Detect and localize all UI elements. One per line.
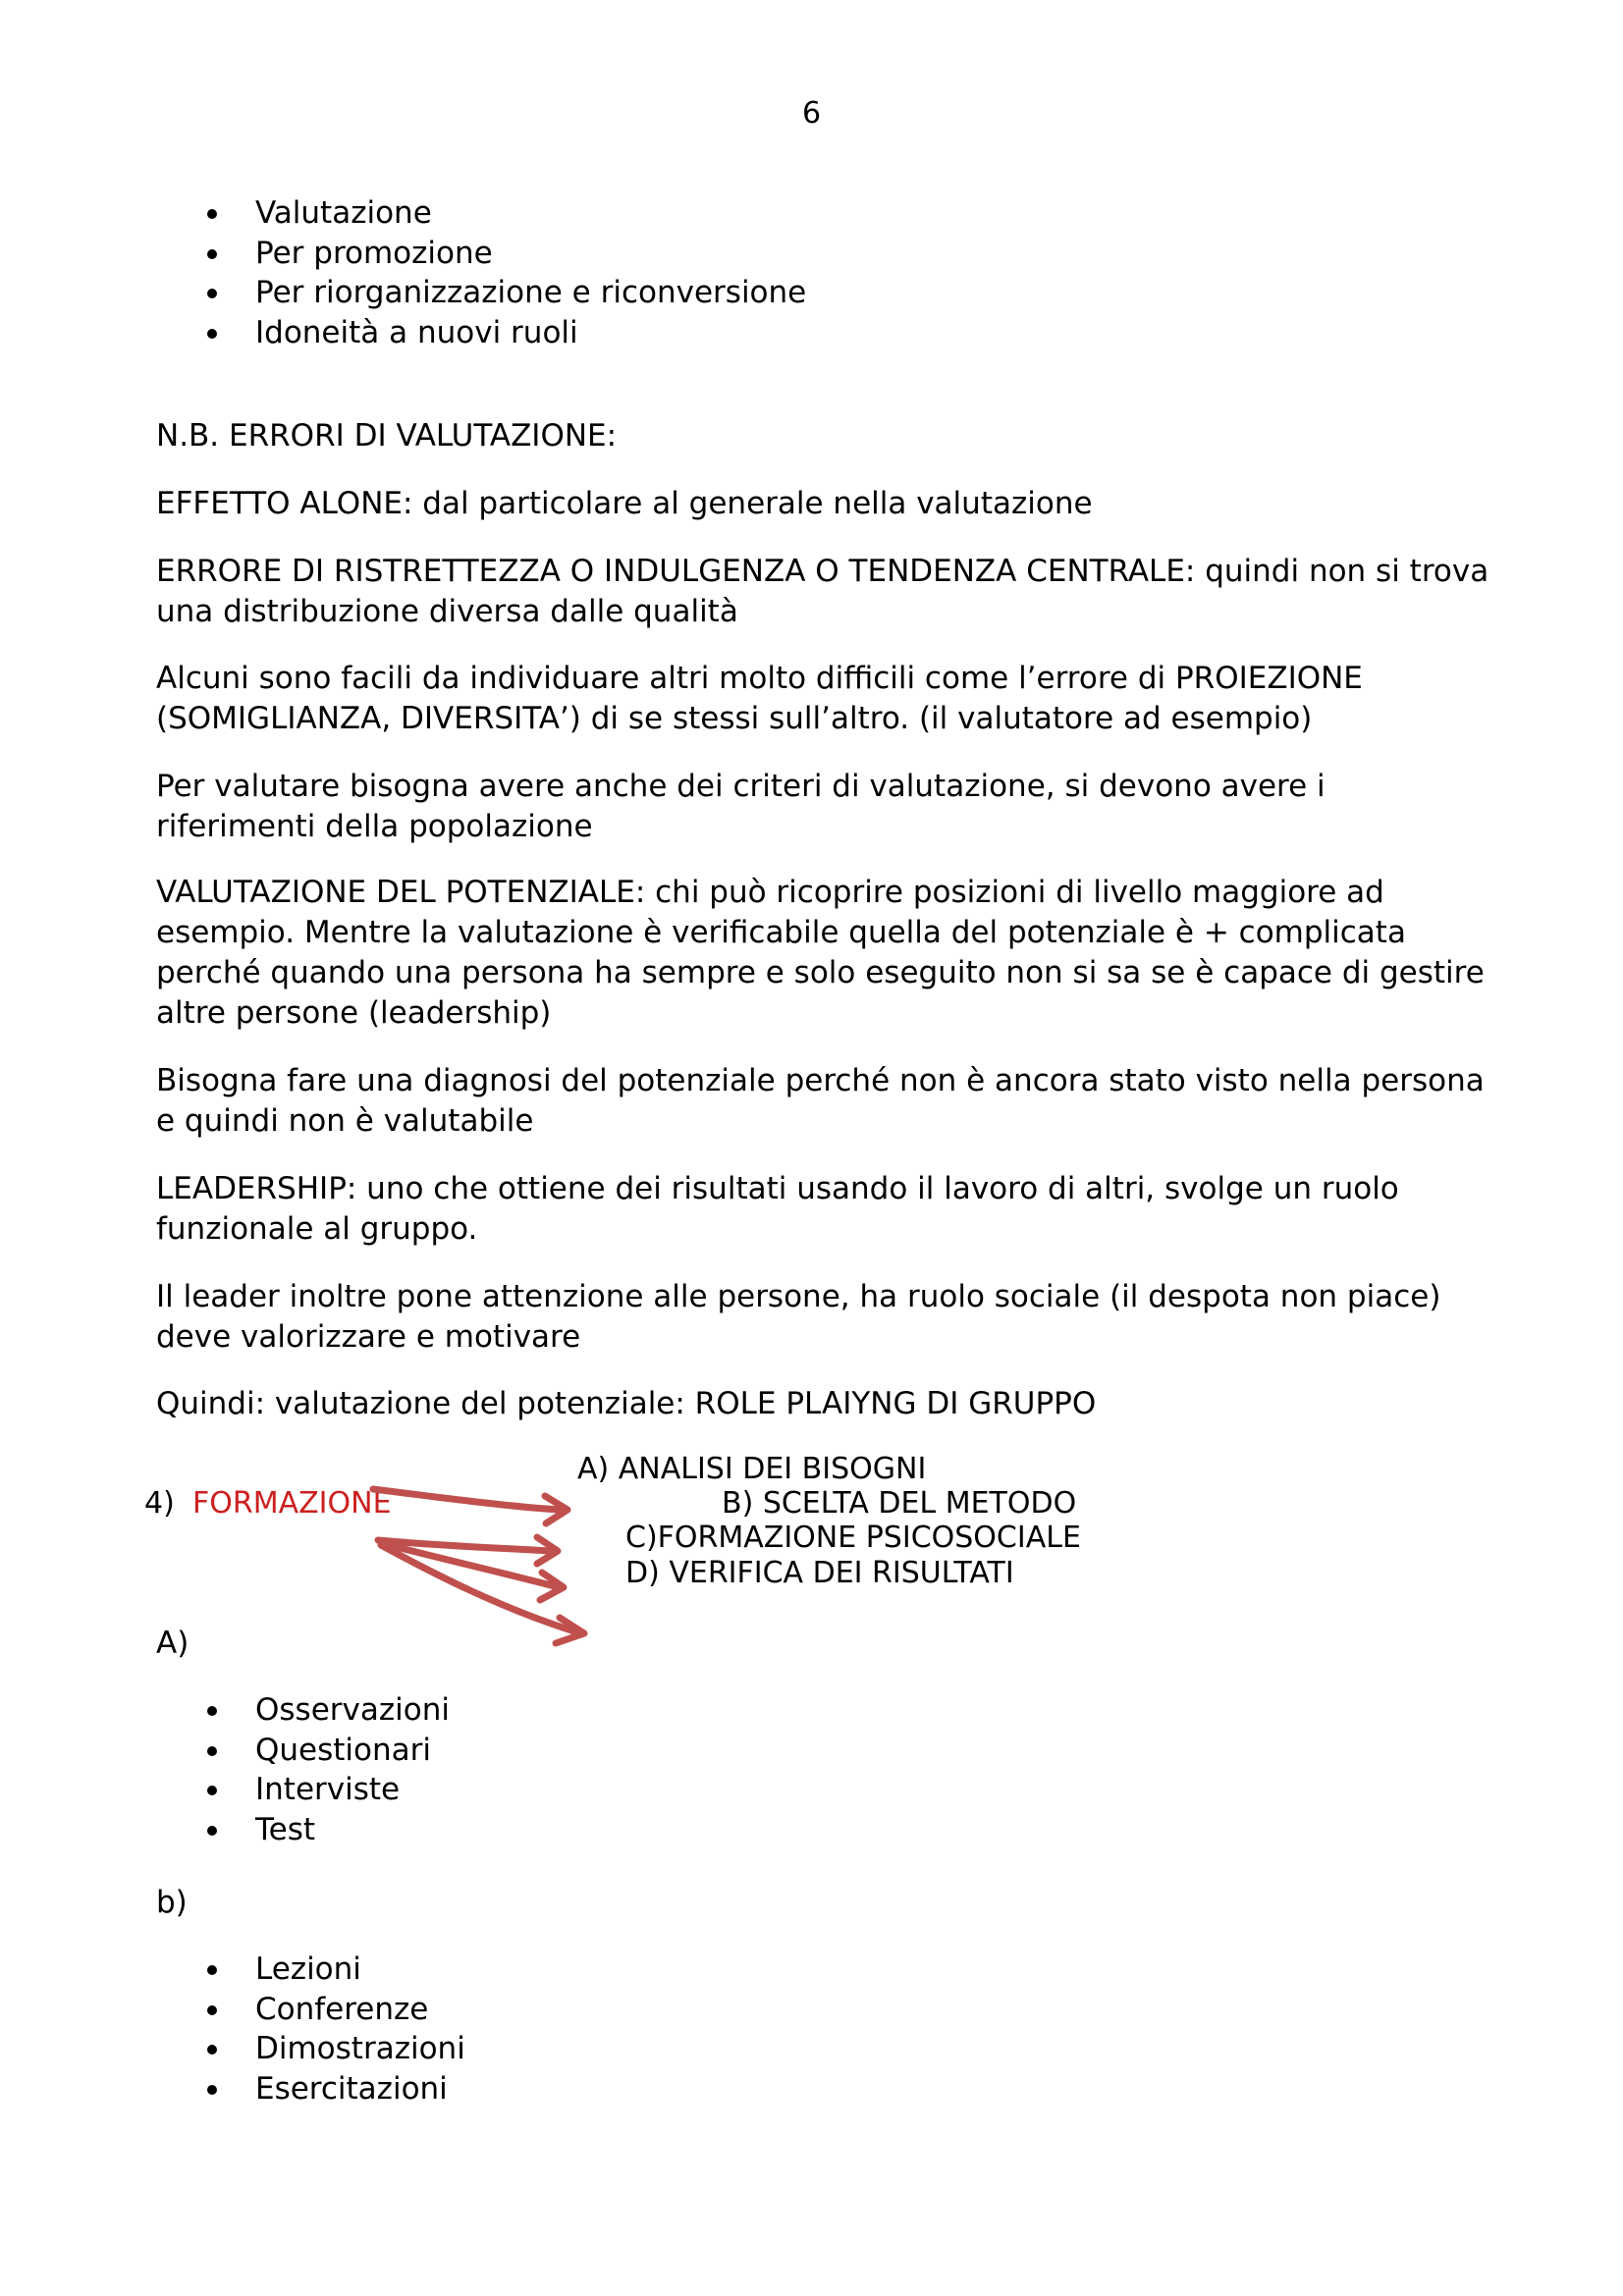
section-b-heading: b) (156, 1885, 188, 1920)
list-item: Osservazioni (156, 1690, 450, 1731)
formazione-item-d: D) VERIFICA DEI RISULTATI (625, 1556, 1014, 1590)
bullet-icon (207, 1786, 217, 1795)
bullet-icon (207, 1746, 217, 1756)
section-b-list (156, 1949, 465, 2109)
list-item: Lezioni (156, 1949, 465, 1990)
errore-ristrettezza-paragraph: ERRORE DI RISTRETTEZZA O INDULGENZA O TENDENZA CENTRALE: quindi non si trova una distribuzione diversa dalle qualità (156, 554, 1489, 629)
list-item: Conferenze (156, 1990, 465, 2030)
valutazione-potenziale-paragraph: VALUTAZIONE DEL POTENZIALE: chi può ricoprire posizioni di livello maggiore ad esempio. Mentre la valutazione è verificabile quella del potenziale è + complicata perché quando una persona ha sempre e solo eseguito non si sa se è capace di gestire altre persone (leadership) (156, 875, 1485, 1031)
proiezione-paragraph: Alcuni sono facili da individuare altri molto difficili come l’errore di PROIEZIONE (SOMIGLIANZA, DIVERSITA’) di se stessi sull’altro. (il valutatore ad esempio) (156, 661, 1363, 736)
section-a-list (156, 1690, 450, 1849)
list-item: Test (156, 1810, 450, 1850)
effetto-alone-paragraph: EFFETTO ALONE: dal particolare al generale nella valutazione (156, 486, 1093, 521)
leader-paragraph: Il leader inoltre pone attenzione alle persone, ha ruolo sociale (il despota non piace) deve valorizzare e motivare (156, 1279, 1441, 1355)
role-playing-paragraph: Quindi: valutazione del potenziale: ROLE PLAIYNG DI GRUPPO (156, 1386, 1097, 1421)
list-item: Idoneità a nuovi ruoli (156, 313, 806, 353)
formazione-item-b: B) SCELTA DEL METODO (722, 1486, 1077, 1521)
bullet-icon (207, 2045, 217, 2055)
list-item: Questionari (156, 1731, 450, 1771)
list-item: Interviste (156, 1770, 450, 1810)
formazione-number: 4) (144, 1486, 175, 1521)
formazione-item-a: A) ANALISI DEI BISOGNI (577, 1452, 927, 1486)
list-item: Dimostrazioni (156, 2029, 465, 2069)
nb-errori-heading: N.B. ERRORI DI VALUTAZIONE: (156, 418, 618, 454)
arrow-icon (373, 1489, 560, 1510)
page-number: 6 (801, 96, 822, 131)
formazione-item-c: C)FORMAZIONE PSICOSOCIALE (625, 1521, 1081, 1555)
list-item: Valutazione (156, 193, 806, 234)
bullet-icon (207, 1706, 217, 1716)
list-item: Esercitazioni (156, 2069, 465, 2109)
criteri-paragraph: Per valutare bisogna avere anche dei criteri di valutazione, si devono avere i riferimenti della popolazione (156, 769, 1325, 844)
diagnosi-paragraph: Bisogna fare una diagnosi del potenziale perché non è ancora stato visto nella persona e quindi non è valutabile (156, 1063, 1485, 1139)
bullet-icon (207, 2085, 217, 2095)
formazione-label: FORMAZIONE (192, 1486, 392, 1521)
list-item: Per promozione (156, 234, 806, 274)
section-a-heading: A) (156, 1626, 189, 1661)
bullet-icon (207, 1826, 217, 1836)
list-item: Per riorganizzazione e riconversione (156, 273, 806, 313)
bullet-icon (207, 1965, 217, 1975)
leadership-paragraph: LEADERSHIP: uno che ottiene dei risultati usando il lavoro di altri, svolge un ruolo funzionale al gruppo. (156, 1171, 1399, 1247)
bullet-icon (207, 2005, 217, 2015)
